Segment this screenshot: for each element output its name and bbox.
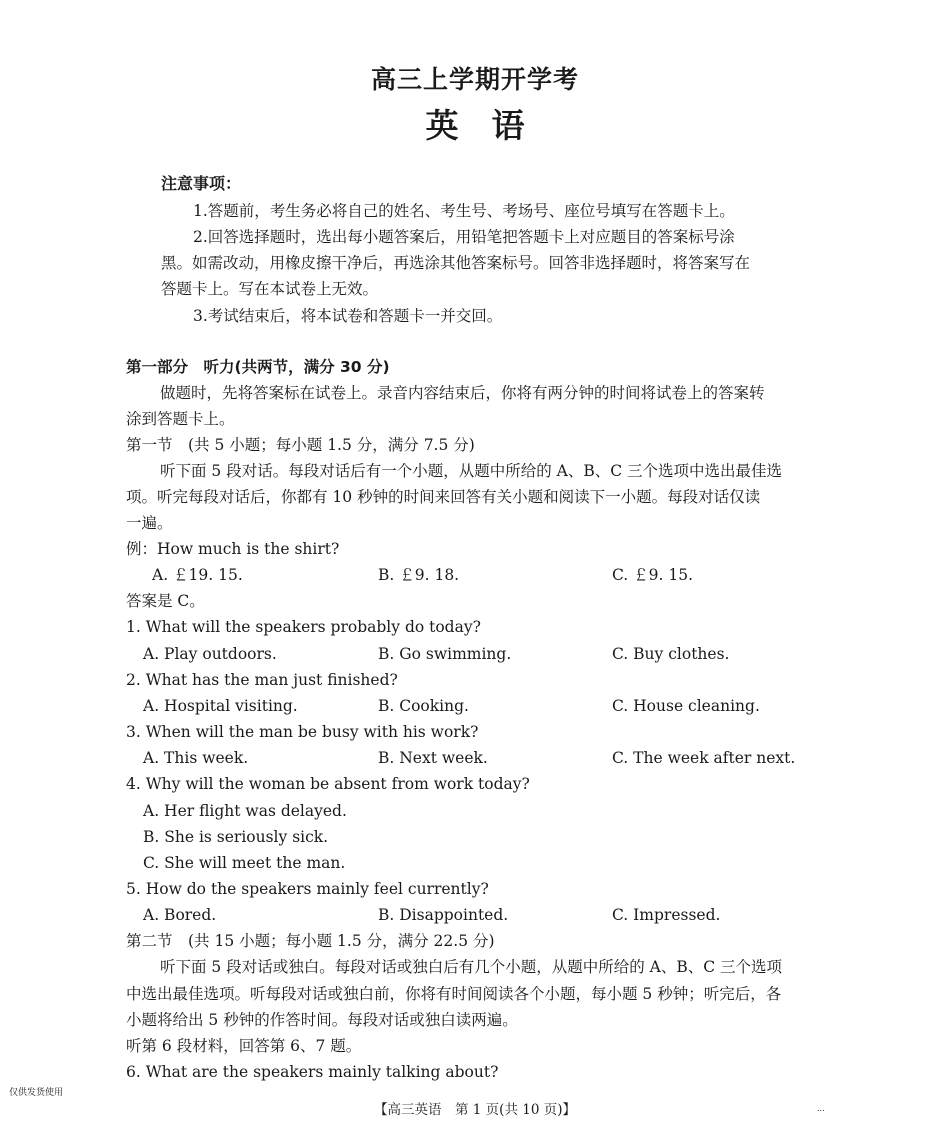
footer-mark: ... [817, 1104, 825, 1113]
section2-intro: 小题将给出 5 秒钟的作答时间。每段对话或独白读两遍。 [126, 1011, 518, 1029]
section2-intro: 中选出最佳选项。听每段对话或独白前，你将有时间阅读各个小题，每小题 5 秒钟；听完后，各 [126, 985, 782, 1003]
q3-option-c: C. The week after next. [612, 749, 796, 767]
example-option-a: A. ￡19. 15. [152, 566, 243, 584]
part1-intro: 做题时，先将答案标在试卷上。录音内容结束后，你将有两分钟的时间将试卷上的答案转 [160, 384, 765, 402]
q2-option-a: A. Hospital visiting. [143, 697, 298, 715]
section1-intro: 听下面 5 段对话。每段对话后有一个小题，从题中所给的 A、B、C 三个选项中选出最佳选 [160, 462, 783, 480]
notice-line: 2.回答选择题时，选出每小题答案后，用铅笔把答题卡上对应题目的答案标号涂 [193, 228, 735, 246]
notice-line: 3.考试结束后，将本试卷和答题卡一并交回。 [193, 307, 503, 325]
section2-heading: 第二节 (共 15 小题；每小题 1.5 分，满分 22.5 分) [126, 932, 495, 950]
example-answer: 答案是 C。 [126, 592, 205, 610]
q3-option-a: A. This week. [143, 749, 249, 767]
question-2: 2. What has the man just finished? [126, 671, 398, 689]
notice-heading: 注意事项： [161, 174, 242, 193]
question-3: 3. When will the man be busy with his work? [126, 723, 479, 741]
question-1: 1. What will the speakers probably do today? [126, 618, 481, 636]
q1-option-a: A. Play outdoors. [143, 645, 277, 663]
question-4: 4. Why will the woman be absent from work today? [126, 775, 530, 793]
section1-intro: 一遍。 [126, 514, 173, 532]
example-question: 例：How much is the shirt? [126, 540, 340, 558]
question-6: 6. What are the speakers mainly talking about? [126, 1063, 499, 1081]
q1-option-b: B. Go swimming. [378, 645, 512, 663]
notice-line: 1.答题前，考生务必将自己的姓名、考生号、考场号、座位号填写在答题卡上。 [193, 202, 735, 220]
q2-option-b: B. Cooking. [378, 697, 469, 715]
q5-option-c: C. Impressed. [612, 906, 721, 924]
q4-option-c: C. She will meet the man. [143, 854, 346, 872]
side-note: 仅供发货使用 [9, 1088, 64, 1098]
subject-title: 英 语 [425, 106, 525, 145]
part1-heading: 第一部分 听力(共两节，满分 30 分) [126, 358, 390, 376]
q4-option-a: A. Her flight was delayed. [143, 802, 347, 820]
material-instruction: 听第 6 段材料，回答第 6、7 题。 [126, 1037, 362, 1055]
q5-option-a: A. Bored. [143, 906, 217, 924]
q1-option-c: C. Buy clothes. [612, 645, 730, 663]
q5-option-b: B. Disappointed. [378, 906, 509, 924]
part1-intro: 涂到答题卡上。 [126, 410, 235, 428]
q4-option-b: B. She is seriously sick. [143, 828, 329, 846]
q3-option-b: B. Next week. [378, 749, 488, 767]
exam-title: 高三上学期开学考 [370, 65, 579, 94]
example-option-b: B. ￡9. 18. [378, 566, 460, 584]
page-footer: 【高三英语 第 1 页(共 10 页)】 [374, 1102, 576, 1118]
q2-option-c: C. House cleaning. [612, 697, 760, 715]
example-option-c: C. ￡9. 15. [612, 566, 694, 584]
section2-intro: 听下面 5 段对话或独白。每段对话或独白后有几个小题，从题中所给的 A、B、C 三个选项 [160, 958, 783, 976]
question-5: 5. How do the speakers mainly feel currently? [126, 880, 489, 898]
section1-intro: 项。听完每段对话后，你都有 10 秒钟的时间来回答有关小题和阅读下一小题。每段对话仅读 [126, 488, 761, 506]
section1-heading: 第一节 (共 5 小题；每小题 1.5 分，满分 7.5 分) [126, 436, 475, 454]
notice-line: 答题卡上。写在本试卷上无效。 [161, 280, 379, 298]
notice-line: 黑。如需改动，用橡皮擦干净后，再选涂其他答案标号。回答非选择题时，将答案写在 [161, 254, 751, 272]
